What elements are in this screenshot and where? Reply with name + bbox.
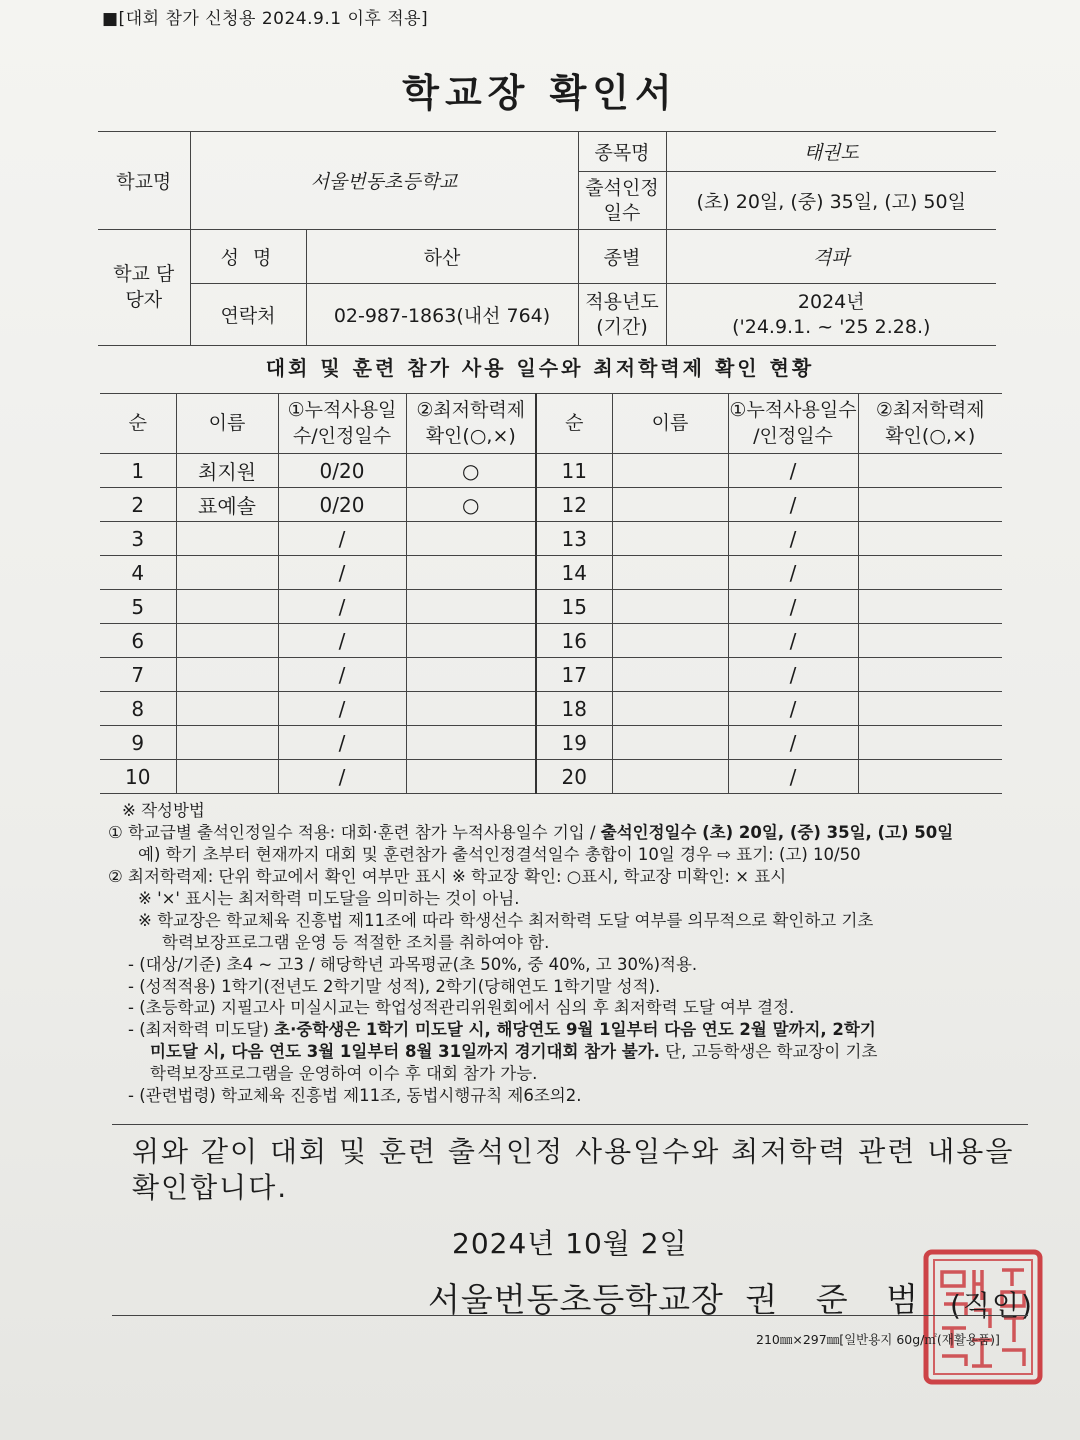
table-row bbox=[100, 590, 1002, 624]
instruction-1: ① 학교급별 출석인정일수 적용: 대회·훈련 참가 누적사용일수 기입 / 출석인정일수 (초) 20일, (중) 35일, (고) 50일 bbox=[108, 822, 954, 842]
principal-name: 권 준 범 bbox=[745, 1280, 933, 1319]
cell-name-r bbox=[612, 726, 728, 760]
cell-days: 0/20 bbox=[278, 454, 406, 488]
cell-check-r bbox=[858, 522, 1002, 556]
cell-no-r: 13 bbox=[536, 522, 612, 556]
cell-no: 7 bbox=[100, 658, 176, 692]
cell-name bbox=[176, 590, 278, 624]
status-subtitle: 대회 및 훈련 참가 사용 일수와 최저학력제 확인 현황 bbox=[265, 356, 815, 380]
cell-days: / bbox=[278, 556, 406, 590]
col-header-check-right: ②최저학력제 확인(○,×) bbox=[858, 394, 1002, 454]
instruction-2-principal-note: ※ 학교장은 학교체육 진흥법 제11조에 따라 학생선수 최저학력 도달 여부를 의무적으로 확인하고 기초 bbox=[138, 910, 874, 930]
cell-no-r: 14 bbox=[536, 556, 612, 590]
cell-check-r bbox=[858, 658, 1002, 692]
cell-name bbox=[176, 624, 278, 658]
cell-check bbox=[406, 726, 536, 760]
cell-check: ○ bbox=[406, 454, 536, 488]
detail-not-reached-cont: 미도달 시, 다음 연도 3월 1일부터 8월 31일까지 경기대회 참가 불가. 단, 고등학생은 학교장이 기초 bbox=[150, 1042, 878, 1062]
cell-check bbox=[406, 590, 536, 624]
cell-days-r: / bbox=[728, 658, 858, 692]
detail-elementary: - (초등학교) 지필고사 미실시교는 학업성적관리위원회에서 심의 후 최저학력 도달 여부 결정. bbox=[128, 998, 795, 1018]
writing-instructions bbox=[108, 800, 1028, 1107]
detail-target: - (대상/기준) 초4 ~ 고3 / 해당학년 과목평균(초 50%, 중 40%, 고 30%)적용. bbox=[128, 954, 698, 974]
table-row bbox=[100, 522, 1002, 556]
participation-status-table bbox=[100, 393, 1002, 794]
principal-signature-line bbox=[428, 1274, 932, 1321]
cell-check-r bbox=[858, 760, 1002, 794]
cell-no: 4 bbox=[100, 556, 176, 590]
cell-no-r: 11 bbox=[536, 454, 612, 488]
cell-check bbox=[406, 658, 536, 692]
instruction-2-x-note: ※ '×' 표시는 최저학력 미도달을 의미하는 것이 아님. bbox=[138, 888, 520, 908]
cell-name-r bbox=[612, 454, 728, 488]
paper-spec: 210㎜×297㎜[일반용지 60g/㎡(재활용품)] bbox=[756, 1332, 1000, 1347]
cell-name-r bbox=[612, 760, 728, 794]
col-header-check: ②최저학력제 확인(○,×) bbox=[406, 394, 536, 454]
cell-no-r: 16 bbox=[536, 624, 612, 658]
col-header-no: 순 bbox=[100, 394, 176, 454]
instruction-2-principal-note-cont: 학력보장프로그램 운영 등 적절한 조치를 취하여야 함. bbox=[162, 932, 550, 952]
cell-days: / bbox=[278, 590, 406, 624]
contact-label: 연락처 bbox=[190, 284, 306, 346]
cell-name bbox=[176, 658, 278, 692]
detail-grades: - (성적적용) 1학기(전년도 2학기말 성적), 2학기(당해연도 1학기말 성적). bbox=[128, 976, 661, 996]
cell-days: / bbox=[278, 624, 406, 658]
divider bbox=[112, 1124, 1028, 1125]
cell-days-r: / bbox=[728, 522, 858, 556]
issue-date: 2024년 10월 2일 bbox=[452, 1227, 688, 1260]
staff-name-value: 하산 bbox=[306, 230, 578, 284]
cell-name-r bbox=[612, 658, 728, 692]
confirmation-statement: 위와 같이 대회 및 훈련 출석인정 사용일수와 최저학력 관련 내용을 확인합니다. bbox=[132, 1135, 1015, 1205]
cell-no-r: 18 bbox=[536, 692, 612, 726]
school-staff-label: 학교 담당자 bbox=[98, 230, 190, 346]
cell-name bbox=[176, 556, 278, 590]
cell-no-r: 17 bbox=[536, 658, 612, 692]
form-usage-note: ■[대회 참가 신청용 2024.9.1 이후 적용] bbox=[102, 9, 429, 29]
cell-no-r: 15 bbox=[536, 590, 612, 624]
cell-name: 표예솔 bbox=[176, 488, 278, 522]
seal-label: (직인) bbox=[950, 1289, 1034, 1322]
cell-check-r bbox=[858, 454, 1002, 488]
cell-no-r: 19 bbox=[536, 726, 612, 760]
cell-name-r bbox=[612, 624, 728, 658]
apply-period-value: ('24.9.1. ~ '25 2.28.) bbox=[732, 315, 931, 338]
col-header-name-right: 이름 bbox=[612, 394, 728, 454]
cell-name-r bbox=[612, 692, 728, 726]
cell-days: / bbox=[278, 522, 406, 556]
cell-check bbox=[406, 556, 536, 590]
cell-days: / bbox=[278, 760, 406, 794]
school-name-label: 학교명 bbox=[98, 132, 190, 230]
cell-no: 6 bbox=[100, 624, 176, 658]
cell-check bbox=[406, 522, 536, 556]
cell-check-r bbox=[858, 726, 1002, 760]
cell-name-r bbox=[612, 590, 728, 624]
apply-year-label: 적용년도 (기간) bbox=[578, 284, 666, 346]
detail-law: - (관련법령) 학교체육 진흥법 제11조, 동법시행규칙 제6조의2. bbox=[128, 1086, 582, 1106]
detail-not-reached-cont-2: 학력보장프로그램을 운영하여 이수 후 대회 참가 가능. bbox=[150, 1064, 538, 1084]
table-row bbox=[100, 488, 1002, 522]
staff-name-label: 성 명 bbox=[190, 230, 306, 284]
cell-name-r bbox=[612, 556, 728, 590]
cell-name bbox=[176, 692, 278, 726]
table-row bbox=[100, 658, 1002, 692]
col-header-no-right: 순 bbox=[536, 394, 612, 454]
col-header-name: 이름 bbox=[176, 394, 278, 454]
cell-no: 9 bbox=[100, 726, 176, 760]
table-row bbox=[100, 454, 1002, 488]
cell-check bbox=[406, 760, 536, 794]
sport-label: 종목명 bbox=[578, 132, 666, 172]
cell-no-r: 12 bbox=[536, 488, 612, 522]
cell-days-r: / bbox=[728, 454, 858, 488]
cell-name-r bbox=[612, 488, 728, 522]
cell-check-r bbox=[858, 590, 1002, 624]
cell-check-r bbox=[858, 488, 1002, 522]
cell-no: 2 bbox=[100, 488, 176, 522]
apply-year-value: 2024년 bbox=[797, 290, 865, 313]
event-category-label: 종별 bbox=[578, 230, 666, 284]
page-title: 학교장 확인서 bbox=[402, 71, 678, 115]
cell-days: / bbox=[278, 692, 406, 726]
cell-days: / bbox=[278, 726, 406, 760]
cell-no: 8 bbox=[100, 692, 176, 726]
contact-value: 02-987-1863(내선 764) bbox=[306, 284, 578, 346]
cell-days-r: / bbox=[728, 760, 858, 794]
col-header-days-right: ①누적사용일수 /인정일수 bbox=[728, 394, 858, 454]
cell-days-r: / bbox=[728, 488, 858, 522]
cell-days-r: / bbox=[728, 692, 858, 726]
sport-value: 태권도 bbox=[666, 132, 996, 172]
cell-name bbox=[176, 522, 278, 556]
cell-days-r: / bbox=[728, 726, 858, 760]
cell-no: 1 bbox=[100, 454, 176, 488]
col-header-days: ①누적사용일 수/인정일수 bbox=[278, 394, 406, 454]
cell-days: 0/20 bbox=[278, 488, 406, 522]
attendance-days-label: 출석인정 일수 bbox=[578, 172, 666, 230]
event-category-value: 격파 bbox=[666, 230, 996, 284]
table-row bbox=[100, 692, 1002, 726]
cell-name-r bbox=[612, 522, 728, 556]
cell-check bbox=[406, 624, 536, 658]
cell-name: 최지원 bbox=[176, 454, 278, 488]
cell-no: 5 bbox=[100, 590, 176, 624]
table-row bbox=[100, 726, 1002, 760]
cell-check-r bbox=[858, 624, 1002, 658]
school-info-table bbox=[98, 131, 996, 346]
cell-name bbox=[176, 760, 278, 794]
cell-days-r: / bbox=[728, 624, 858, 658]
cell-days-r: / bbox=[728, 590, 858, 624]
table-row bbox=[100, 556, 1002, 590]
attendance-days-value: (초) 20일, (중) 35일, (고) 50일 bbox=[666, 172, 996, 230]
apply-year-cell bbox=[666, 284, 996, 346]
principal-school: 서울번동초등학교장 bbox=[428, 1280, 724, 1319]
cell-no: 10 bbox=[100, 760, 176, 794]
table-row bbox=[100, 760, 1002, 794]
divider-bottom bbox=[112, 1315, 1028, 1316]
cell-check bbox=[406, 692, 536, 726]
cell-days: / bbox=[278, 658, 406, 692]
cell-check-r bbox=[858, 556, 1002, 590]
cell-name bbox=[176, 726, 278, 760]
table-row bbox=[100, 624, 1002, 658]
cell-check: ○ bbox=[406, 488, 536, 522]
cell-no: 3 bbox=[100, 522, 176, 556]
instruction-1-example: 예) 학기 초부터 현재까지 대회 및 훈련참가 출석인정결석일수 총합이 10일 경우 ⇨ 표기: (고) 10/50 bbox=[138, 844, 861, 864]
instructions-heading: ※ 작성방법 bbox=[122, 801, 205, 820]
cell-days-r: / bbox=[728, 556, 858, 590]
school-name-value: 서울번동초등학교 bbox=[190, 132, 578, 230]
cell-no-r: 20 bbox=[536, 760, 612, 794]
cell-check-r bbox=[858, 692, 1002, 726]
detail-not-reached: - (최저학력 미도달) 초·중학생은 1학기 미도달 시, 해당연도 9월 1일부터 다음 연도 2월 말까지, 2학기 bbox=[128, 1020, 876, 1040]
instruction-2: ② 최저학력제: 단위 학교에서 확인 여부만 표시 ※ 학교장 확인: ○표시, 학교장 미확인: × 표시 bbox=[108, 866, 787, 886]
